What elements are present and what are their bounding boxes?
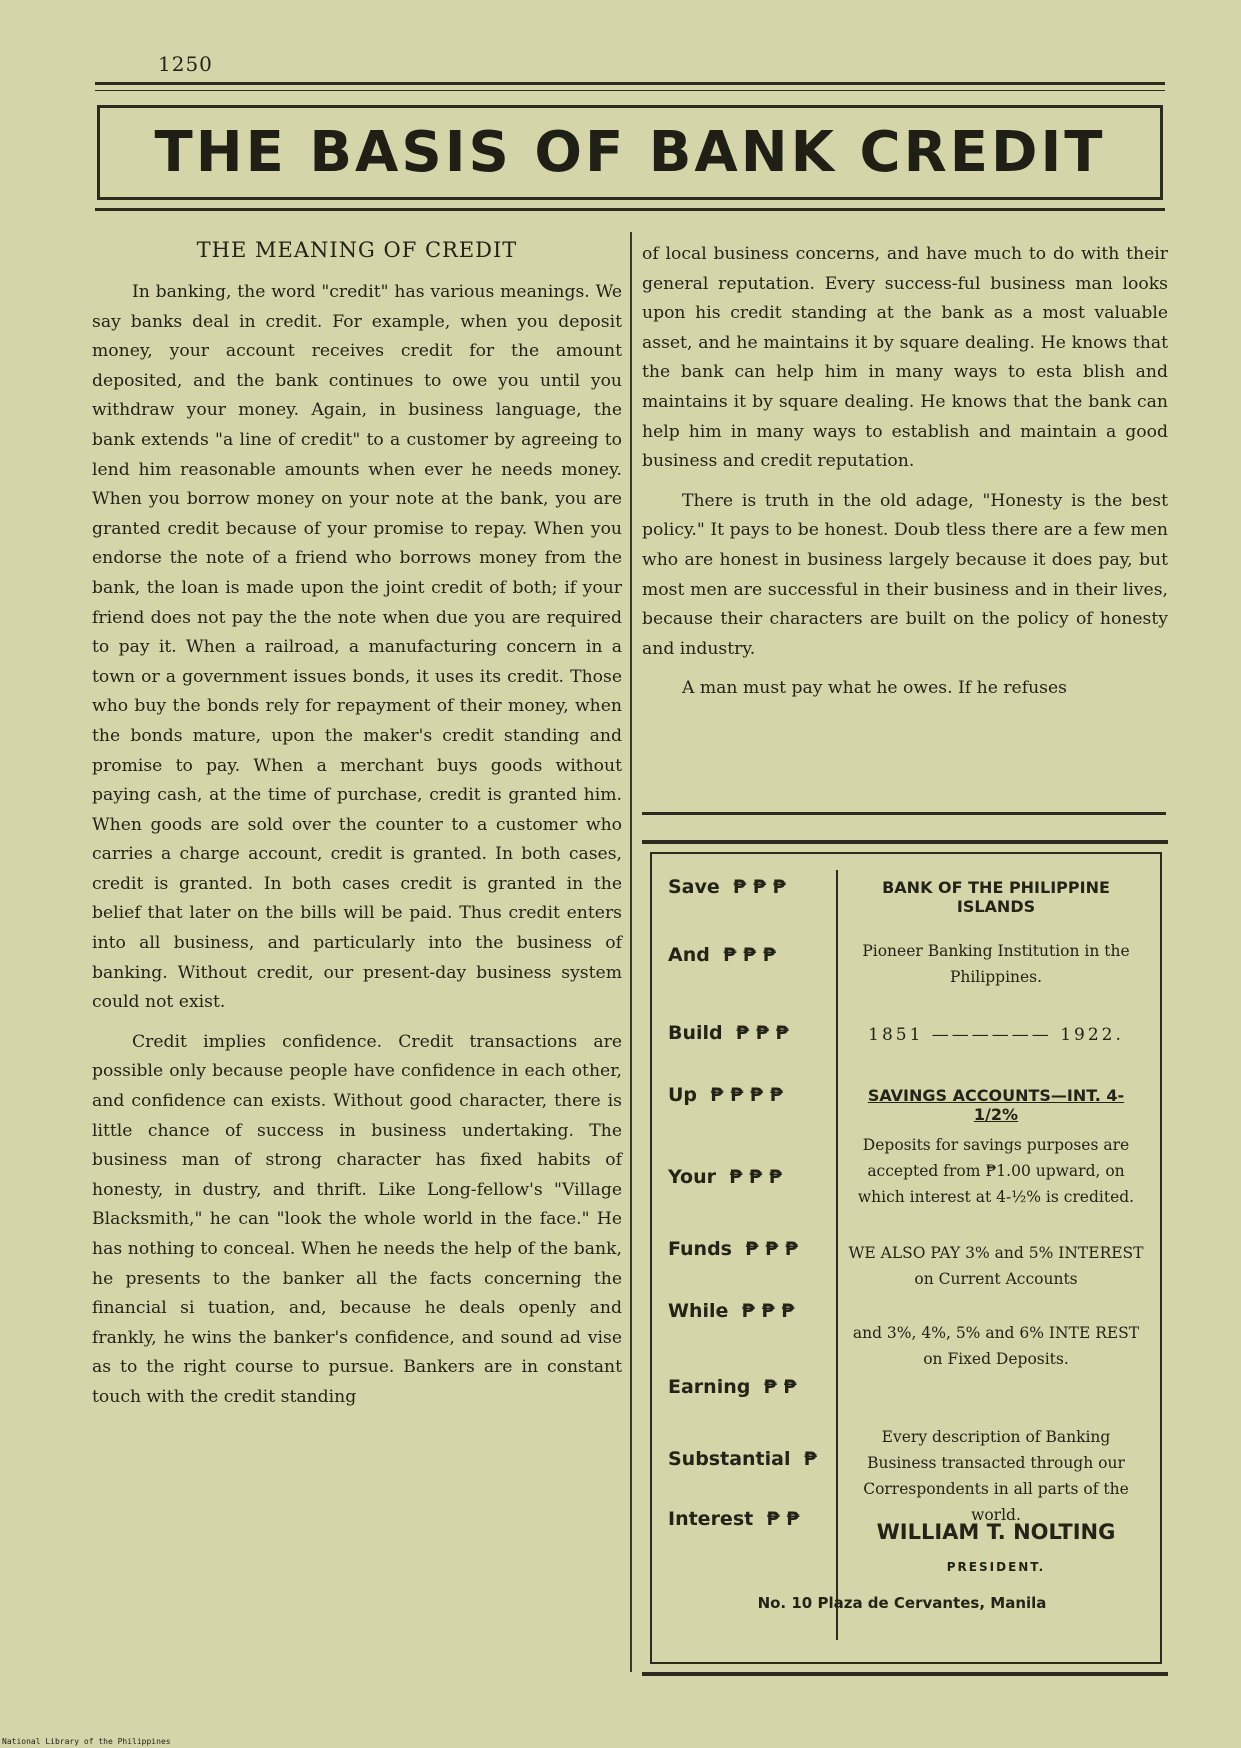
title-bottom-rule — [95, 208, 1165, 211]
ad-word-row: Funds ₱ ₱ ₱ — [668, 1238, 799, 1260]
bank-years: 1851 —————— 1922. — [868, 1025, 1124, 1045]
footer-credit: National Library of the Philippines — [2, 1737, 171, 1746]
ad-inner-divider — [836, 870, 838, 1640]
ad-top-border — [642, 840, 1168, 844]
president-name: WILLIAM T. NOLTING — [876, 1520, 1116, 1544]
ad-word-row: Save ₱ ₱ ₱ — [668, 876, 786, 898]
banking-services-text: Every description of Banking Business transacted through our Correspondents in all parts of the world. — [863, 1428, 1129, 1524]
paragraph: A man must pay what he owes. If he refuses — [682, 678, 1067, 699]
left-column — [92, 238, 622, 1423]
savings-heading: SAVINGS ACCOUNTS—INT. 4-1/2% — [867, 1086, 1125, 1124]
top-rule — [95, 82, 1165, 85]
ad-separator-rule — [642, 812, 1166, 815]
ad-word-row: While ₱ ₱ ₱ — [668, 1300, 795, 1322]
section-heading: THE MEANING OF CREDIT — [196, 238, 518, 262]
fixed-deposits-text: and 3%, 4%, 5% and 6% INTE REST on Fixed Deposits. — [852, 1324, 1140, 1368]
page-number: 1250 — [158, 52, 213, 76]
ad-word-row: And ₱ ₱ ₱ — [668, 944, 776, 966]
bank-advertisement — [642, 840, 1168, 1676]
title-box — [97, 105, 1163, 200]
column-divider — [630, 232, 632, 1672]
paragraph: of local business concerns, and have much to do with their general reputation. Every success-ful business man looks upon his credit standing at the bank as a most valuable asset, and he maintains it by square dealing. He knows that the bank can help him in many ways to esta blish and maintains it by square dealing. He knows that the bank can help him in many ways to establish and maintain a good business and credit reputation. — [642, 244, 1168, 472]
current-accounts-text: WE ALSO PAY 3% and 5% INTEREST on Current Accounts — [848, 1244, 1144, 1288]
ad-word-row: Up ₱ ₱ ₱ ₱ — [668, 1084, 783, 1106]
ad-word-row: Interest ₱ ₱ — [668, 1508, 800, 1530]
page-title: THE BASIS OF BANK CREDIT — [154, 120, 1106, 185]
paragraph: In banking, the word "credit" has various meanings. We say banks deal in credit. For example, when you deposit money, your account receives credit for the amount deposited, and the bank continues to owe you until you withdraw your money. Again, in business language, the bank extends "a line of credit" to a customer by agreeing to lend him reasonable amounts when ever he needs money. When you borrow money on your note at the bank, you are granted credit because of your promise to repay. When you endorse the note of a friend who borrows money from the bank, the loan is made upon the joint credit of both; if your friend does not pay the the note when due you are required to pay it. When a railroad, a manufacturing concern in a town or a government issues bonds, it uses its credit. Those who buy the bonds rely for repayment of their money, when the bonds mature, upon the maker's credit standing and promise to pay. When a merchant buys goods without paying cash, at the time of purchase, credit is granted him. When goods are sold over the counter to a customer who carries a charge account, credit is granted. In both cases, credit is granted. In both cases credit is granted in the belief that later on the bills will be paid. Thus credit enters into all business, and particularly into the business of banking. Without credit, our present-day business system could not exist. — [92, 282, 622, 1013]
top-rule-thin — [95, 90, 1165, 91]
ad-bottom-border — [642, 1672, 1168, 1676]
ad-word-row: Build ₱ ₱ ₱ — [668, 1022, 789, 1044]
bank-name: BANK OF THE PHILIPPINE ISLANDS — [882, 878, 1110, 916]
paragraph: There is truth in the old adage, "Honesty is the best policy." It pays to be honest. Doub tless there are a few men who are honest in business largely because it does pay, but most men are successful in their business and in their lives, because their characters are built on the policy of honesty and industry. — [642, 490, 1168, 659]
paragraph: Credit implies confidence. Credit transactions are possible only because people have confidence in each other, and confidence can exists. Without good character, there is little chance of success in business undertaking. The business man of strong character has fixed habits of honesty, in dustry, and thrift. Like Long-fellow's "Village Blacksmith," he can "look the whole world in the face." He has nothing to conceal. When he needs the help of the bank, he presents to the banker all the facts concerning the financial si tuation, and, because he deals openly and frankly, he wins the banker's confidence, and sound ad vise as to the right course to pursue. Bankers are in constant touch with the credit standing — [92, 1031, 622, 1407]
right-column — [642, 240, 1168, 714]
president-title: PRESIDENT. — [946, 1560, 1046, 1574]
bank-address: No. 10 Plaza de Cervantes, Manila — [757, 1594, 1047, 1612]
ad-word-row: Substantial ₱ — [668, 1448, 817, 1470]
bank-tagline: Pioneer Banking Institution in the Philippines. — [862, 942, 1130, 986]
savings-text: Deposits for savings purposes are accepted from ₱1.00 upward, on which interest at 4-½% is credited. — [857, 1136, 1135, 1206]
ad-word-row: Earning ₱ ₱ — [668, 1376, 797, 1398]
ad-word-row: Your ₱ ₱ ₱ — [668, 1166, 783, 1188]
